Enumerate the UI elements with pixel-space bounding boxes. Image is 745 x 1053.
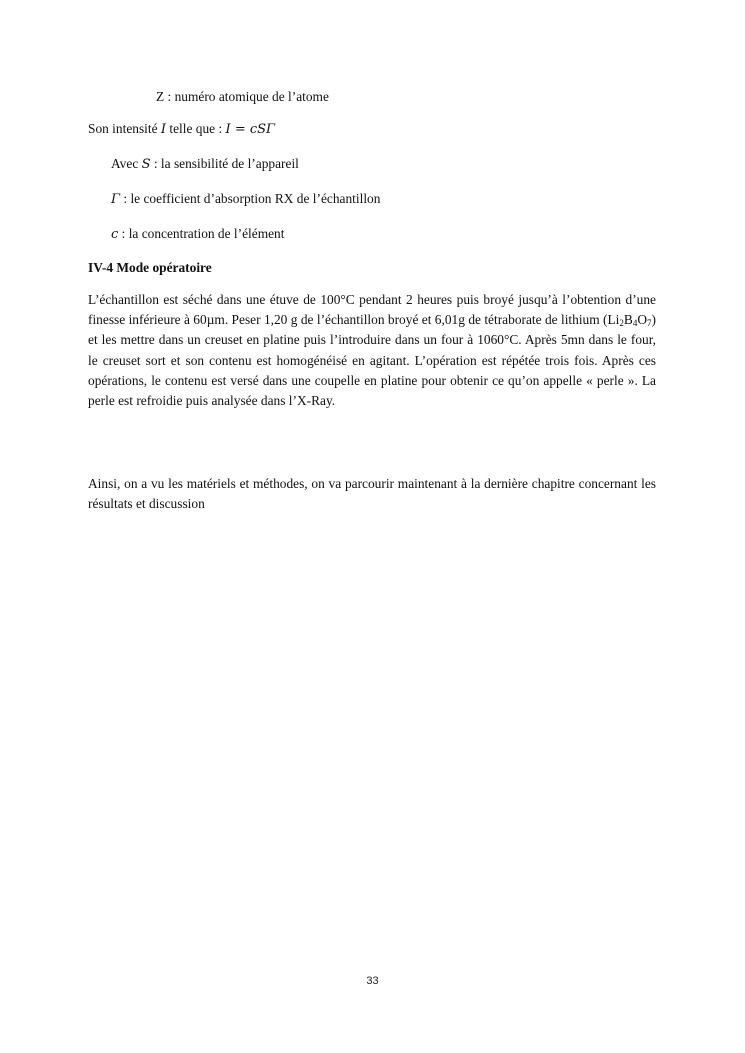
procedure-paragraph — [88, 290, 656, 411]
intensity-prefix: Son intensité — [88, 121, 161, 136]
concentration-line — [111, 225, 284, 244]
paragraph-part-4: ) et les mettre dans un creuset en platine puis l’introduire dans un four à 1060°C. Après 5mn dans le four, le creuset sort et son contenu est homogénéisé en agitant. L’opération est répétée trois fois. Après ces opérations, le contenu est versé dans une coupelle en platine pour obtenir ce qu’on appelle « perle ». La perle est refroidie puis analysée dans l’X-Ray. — [88, 312, 656, 409]
paragraph-part-1: L’échantillon est séché dans une étuve de 100°C pendant 2 heures puis broyé jusqu’à l’obtention d’une finesse inférieure à 60µm. Peser 1,20 g de l’échantillon broyé et 6,01g de tétraborate de lithium (Li — [88, 292, 656, 328]
absorption-text: : le coefficient d’absorption RX de l’échantillon — [120, 191, 381, 206]
sensitivity-symbol: S — [141, 157, 151, 172]
section-heading: IV-4 Mode opératoire — [88, 260, 212, 275]
paragraph-part-3: O — [637, 312, 648, 328]
intensity-line — [88, 120, 275, 139]
conclusion-paragraph: Ainsi, on a vu les matériels et méthodes, on va parcourir maintenant à la dernière chapitre concernant les résultats et discussion — [88, 476, 656, 512]
paragraph-part-2: B — [623, 312, 633, 328]
z-definition: Z : numéro atomique de l’atome — [156, 89, 329, 104]
subscript-o: 7 — [647, 318, 652, 329]
subscript-b: 4 — [632, 318, 638, 329]
page-number: 33 — [366, 975, 379, 987]
intensity-mid: telle que : — [166, 121, 226, 136]
intensity-symbol: I — [160, 122, 167, 137]
absorption-line — [111, 190, 380, 209]
concentration-text: : la concentration de l’élément — [118, 226, 285, 241]
c-symbol: c — [111, 227, 119, 242]
sensitivity-line — [111, 155, 299, 174]
intensity-formula: I = cSΓ — [225, 122, 276, 137]
sensitivity-prefix: Avec — [111, 156, 142, 171]
sensitivity-text: : la sensibilité de l’appareil — [150, 156, 299, 171]
gamma-symbol: Γ — [111, 192, 121, 207]
subscript-li: 2 — [619, 318, 624, 329]
